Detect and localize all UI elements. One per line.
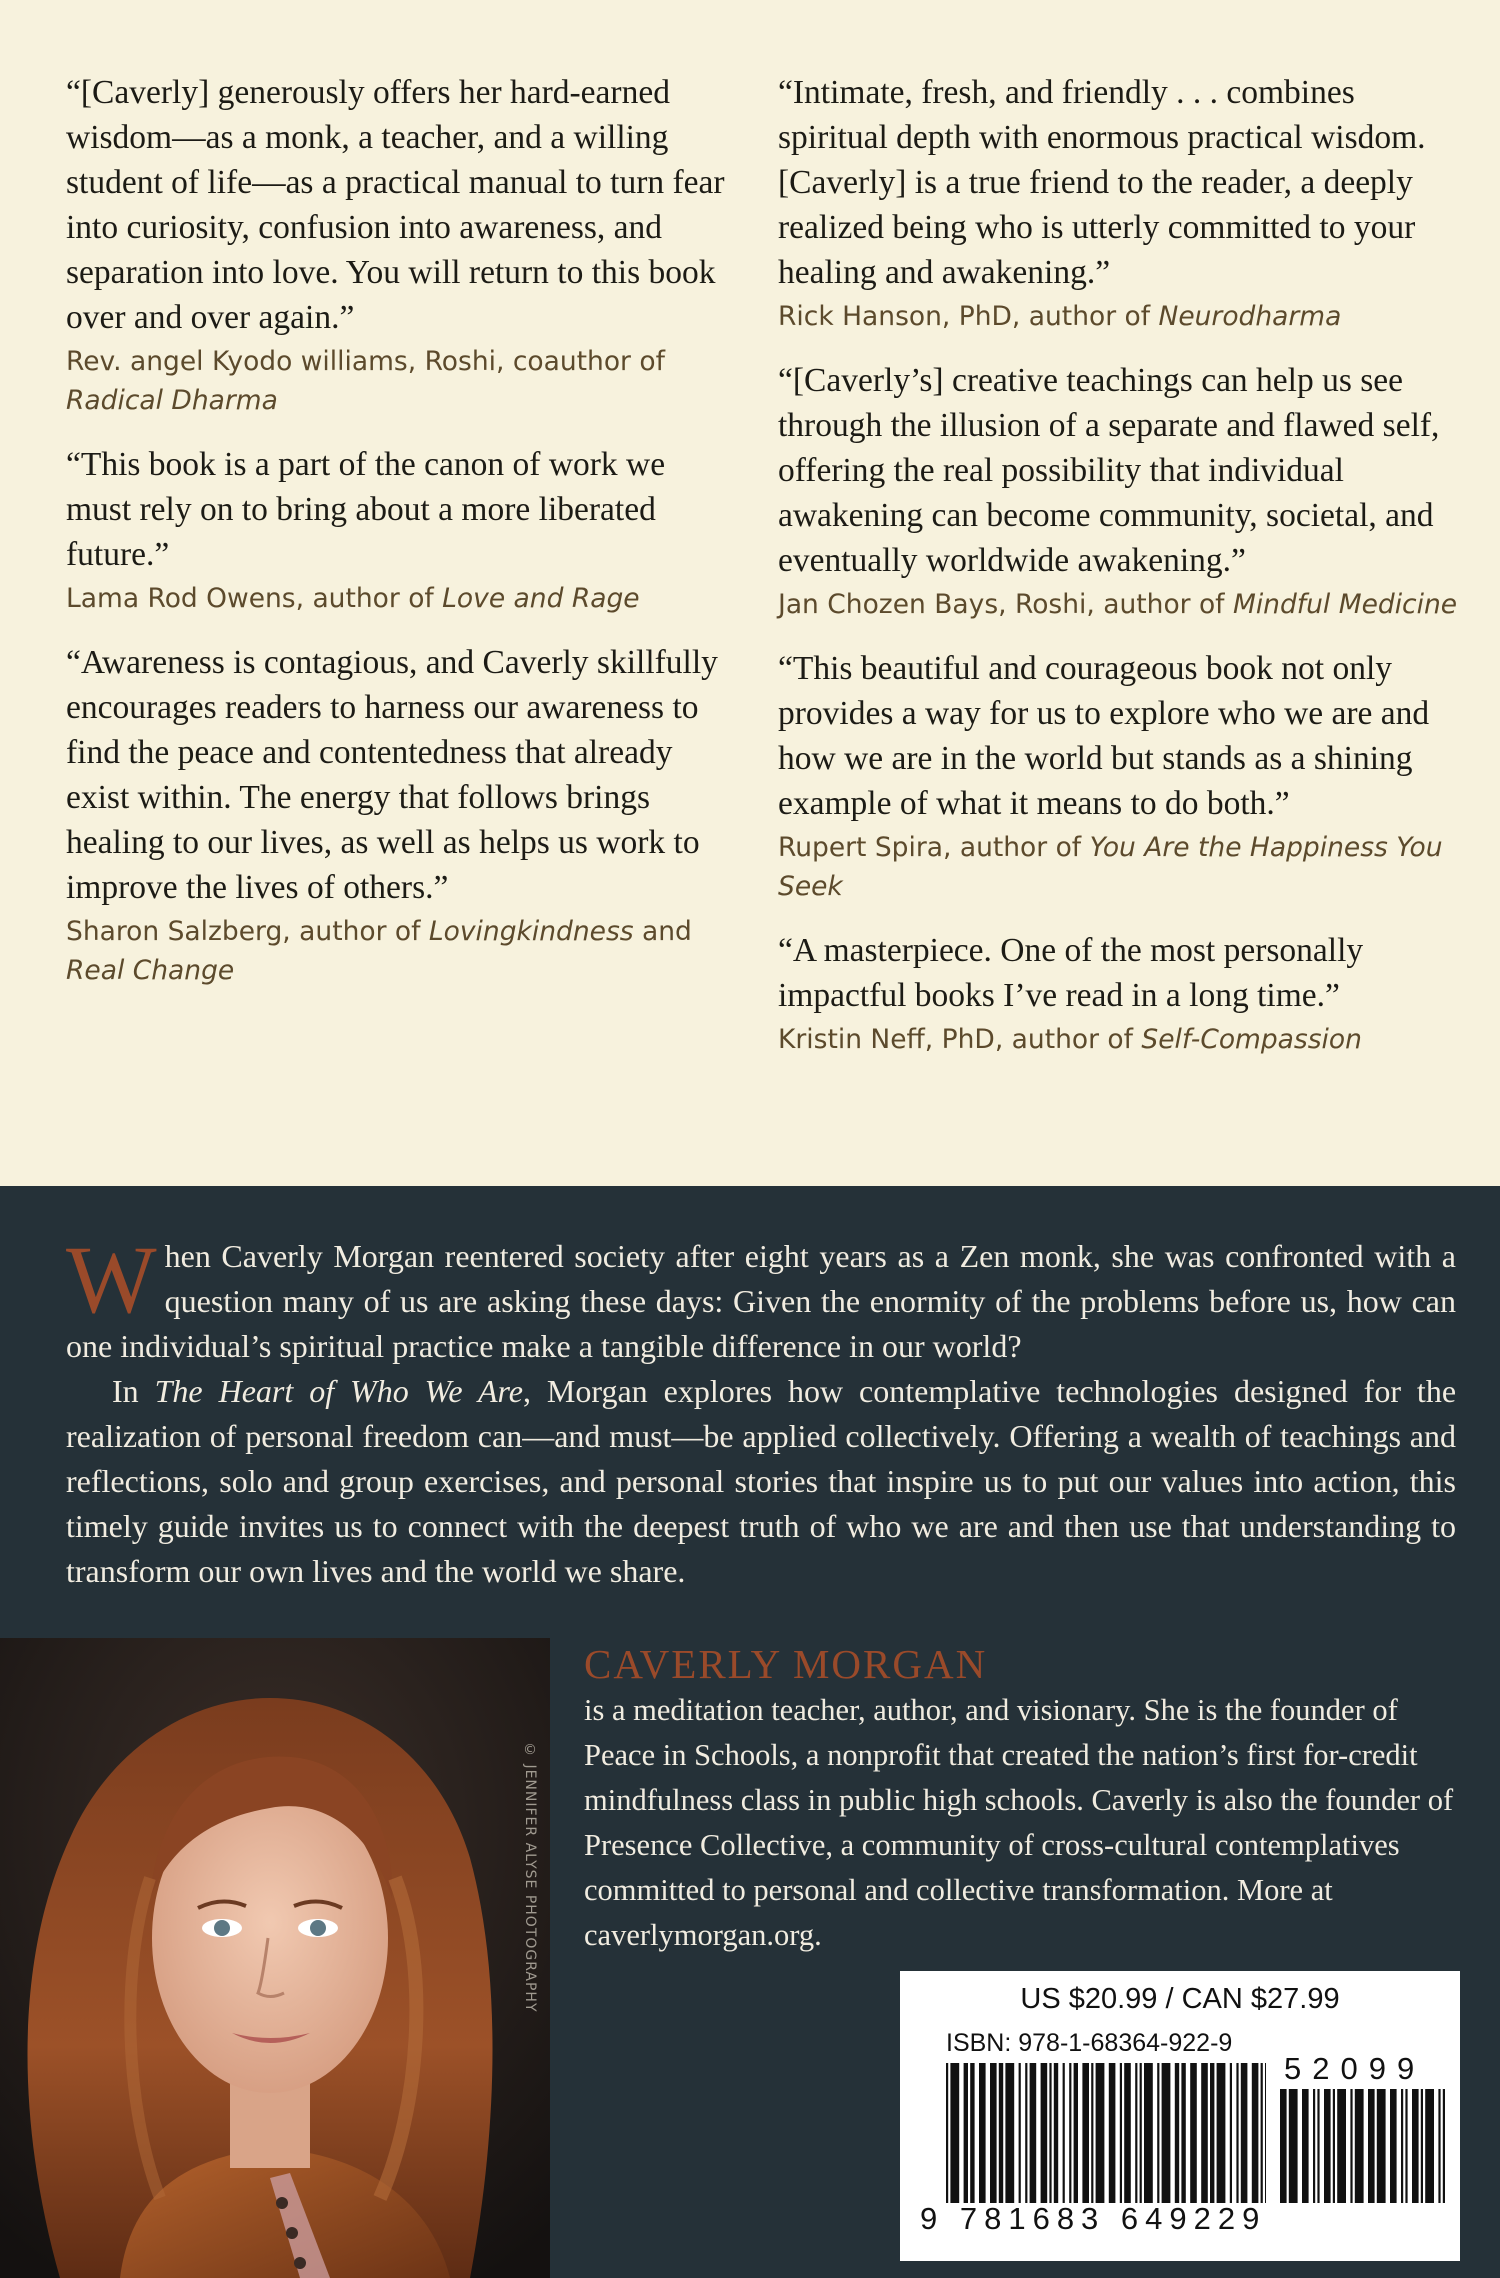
barcode-bar (1377, 2089, 1386, 2203)
barcode-bar (1019, 2063, 1021, 2203)
attribution-text: Rev. angel Kyodo williams, Roshi, coauthor of (66, 346, 665, 377)
blurb-quote: “This beautiful and courageous book not only provides a way for us to explore who we are and how we are in the world but stands as a shining example of what it means to do both.” (778, 650, 1430, 822)
barcode-bar (1317, 2089, 1319, 2203)
book-title: Mindful Medicine (1232, 589, 1458, 620)
barcode-bar (1217, 2063, 1226, 2203)
barcode-bar (1005, 2063, 1014, 2203)
barcode-bar (990, 2063, 997, 2203)
blurb (66, 70, 726, 420)
ean-digits: 9 781683 649229 (920, 2201, 1267, 2236)
description-section (0, 1186, 1500, 2278)
barcode-bar (1401, 2089, 1403, 2203)
barcode-bar (1030, 2063, 1037, 2203)
price-addon-barcode (1280, 2089, 1445, 2203)
barcode-bar (1368, 2089, 1375, 2203)
author-name: CAVERLY MORGAN (584, 1641, 988, 1687)
addon-digits: 52099 (1284, 2051, 1426, 2086)
blurb (66, 640, 726, 990)
blurb-quote: “Awareness is contagious, and Caverly skillfully encourages readers to harness our awareness to find the peace and contentedness that already exist within. The energy that follows brings healing to our lives, as well as helps us work to improve the lives of others.” (66, 644, 718, 906)
book-title: Lovingkindness (428, 916, 634, 947)
book-title: You Are the Happiness You Seek (778, 832, 1443, 902)
barcode-bar (1313, 2089, 1315, 2203)
book-title: Radical Dharma (66, 385, 278, 416)
barcode-bar (1157, 2063, 1159, 2203)
barcode-bar (1302, 2089, 1309, 2203)
price-label: US $20.99 / CAN $27.99 (1020, 1983, 1340, 2015)
barcode-bar (1241, 2063, 1248, 2203)
author-photo (0, 1638, 550, 2278)
isbn-label: ISBN: 978-1-68364-922-9 (946, 2029, 1233, 2057)
blurb-attribution (778, 297, 1458, 336)
barcode-bar (1049, 2063, 1051, 2203)
barcode-bar (1175, 2063, 1179, 2203)
attribution-text: Lama Rod Owens, author of (66, 583, 443, 614)
blurb (66, 442, 726, 618)
barcode-bar (950, 2063, 959, 2203)
barcode-bar (970, 2063, 974, 2203)
barcode-bar (1252, 2063, 1259, 2203)
barcode-bar (1109, 2063, 1116, 2203)
description-paragraph (66, 1369, 1456, 1594)
barcode-bar (979, 2063, 986, 2203)
blurb-attribution (778, 585, 1458, 624)
barcode-bar (1350, 2089, 1352, 2203)
barcode-bar (1333, 2089, 1335, 2203)
attribution-text: Sharon Salzberg, author of (66, 916, 429, 947)
blurb-attribution (778, 828, 1458, 906)
barcode-bar (1438, 2089, 1440, 2203)
barcode-bar (1054, 2063, 1058, 2203)
barcode-bar (964, 2063, 968, 2203)
blurb-attribution (778, 1020, 1458, 1059)
barcode-bar (1230, 2063, 1232, 2203)
barcode-bar (1140, 2063, 1142, 2203)
barcode-bar (1124, 2063, 1131, 2203)
barcode-bar (1412, 2089, 1419, 2203)
attribution-conjunction: and (633, 916, 692, 947)
barcode-bar (1025, 2063, 1027, 2203)
drop-cap: W (66, 1226, 157, 1333)
barcode-bar (946, 2063, 948, 2203)
barcode-bar (1181, 2063, 1185, 2203)
description-paragraph (66, 1226, 1456, 1369)
blurb-quote: “[Caverly] generously offers her hard-earned wisdom—as a monk, a teacher, and a willing student of life—as a practical manual to turn fear into curiosity, confusion into awareness, and separation into love. You will return to this book over and over again.” (66, 74, 725, 336)
barcode-bar (999, 2063, 1003, 2203)
endorsements-right-column (778, 70, 1458, 1081)
barcode-bar (1162, 2063, 1171, 2203)
barcode-bar (1265, 2063, 1266, 2203)
blurb-quote: “A masterpiece. One of the most personally impactful books I’ve read in a long time.” (778, 932, 1364, 1014)
barcode-bar (1337, 2089, 1346, 2203)
barcode-bar (1210, 2063, 1214, 2203)
book-title: The Heart of Who We Are (154, 1373, 523, 1409)
description-text: , Morgan explores how contemplative technologies designed for the realization of personal freedom can—and must—be applied collectively. Offering a wealth of teachings and reflections, solo and group exercises, and personal stories that inspire us to put our values into action, this timely guide invites us to connect with the deepest truth of who we are and then use that understanding to transform our own lives and the world we share. (66, 1373, 1457, 1589)
barcode-bar (1144, 2063, 1153, 2203)
description-text: hen Caverly Morgan reentered society after eight years as a Zen monk, she was confronted with a question many of us are asking these days: Given the enormity of the problems before us, how can one individual’s spiritual practice make a tangible difference in our world? (66, 1238, 1456, 1364)
barcode-bar (1355, 2089, 1364, 2203)
book-title: Self-Compassion (1141, 1024, 1362, 1055)
endorsements-left-column (66, 70, 726, 1012)
blurb (778, 646, 1458, 906)
book-title: Love and Rage (442, 583, 640, 614)
barcode-bar (1261, 2063, 1263, 2203)
blurb-attribution (66, 579, 726, 618)
barcode-bar (1091, 2063, 1093, 2203)
barcode-bar (1074, 2063, 1078, 2203)
book-title: Neurodharma (1158, 301, 1342, 332)
barcode-bar (1289, 2089, 1298, 2203)
blurb (778, 928, 1458, 1059)
blurb-quote: “[Caverly’s] creative teachings can help us see through the illusion of a separate and flawed self, offering the real possibility that individual awakening can become community, societal, and eventually worldwide awakening.” (778, 362, 1440, 579)
blurb-quote: “This book is a part of the canon of work we must rely on to bring about a more liberated future.” (66, 446, 666, 573)
blurb (778, 358, 1458, 624)
blurb (778, 70, 1458, 336)
barcode-bar (1280, 2089, 1287, 2203)
attribution-text: Rupert Spira, author of (778, 832, 1090, 863)
barcode-bar (1425, 2089, 1434, 2203)
barcode-bar (1443, 2089, 1445, 2203)
barcode-bar (1405, 2089, 1407, 2203)
attribution-text: Jan Chozen Bays, Roshi, author of (778, 589, 1233, 620)
blurb-quote: “Intimate, fresh, and friendly . . . combines spiritual depth with enormous practical wisdom. [Caverly] is a true friend to the reader, a deeply realized being who is utterly committed to your healing and awakening.” (778, 74, 1426, 291)
blurb-attribution (66, 342, 726, 420)
attribution-text: Rick Hanson, PhD, author of (778, 301, 1159, 332)
photo-credit: © JENNIFER ALYSE PHOTOGRAPHY (522, 1742, 538, 2013)
barcode-bar (1063, 2063, 1065, 2203)
barcode-bar (1190, 2063, 1197, 2203)
barcode-bar (1041, 2063, 1048, 2203)
book-title: Real Change (66, 955, 235, 986)
barcode-bar (1082, 2063, 1089, 2203)
author-bio: is a meditation teacher, author, and visionary. She is the founder of Peace in Schools, a nonprofit that created the nation’s first for-credit mindfulness class in public high schools. Caverly is also the founder of Presence Collective, a community of cross-cultural contemplatives committed to personal and collective transformation. More at caverlymorgan.org. (584, 1693, 1454, 1952)
description-text: In (112, 1373, 155, 1409)
barcode-bar (1236, 2063, 1238, 2203)
barcode-bar (1324, 2089, 1331, 2203)
book-description (66, 1226, 1457, 1594)
barcode-bar (1096, 2063, 1105, 2203)
barcode-bar (1390, 2089, 1397, 2203)
barcode-bar (1135, 2063, 1137, 2203)
barcode-bar (1201, 2063, 1208, 2203)
barcode-bar (1069, 2063, 1071, 2203)
barcode-bar (1120, 2063, 1122, 2203)
isbn-barcode (946, 2063, 1266, 2203)
barcode-bar (1421, 2089, 1423, 2203)
barcode-label (900, 1971, 1460, 2261)
blurb-attribution (66, 912, 726, 990)
attribution-text: Kristin Neff, PhD, author of (778, 1024, 1142, 1055)
